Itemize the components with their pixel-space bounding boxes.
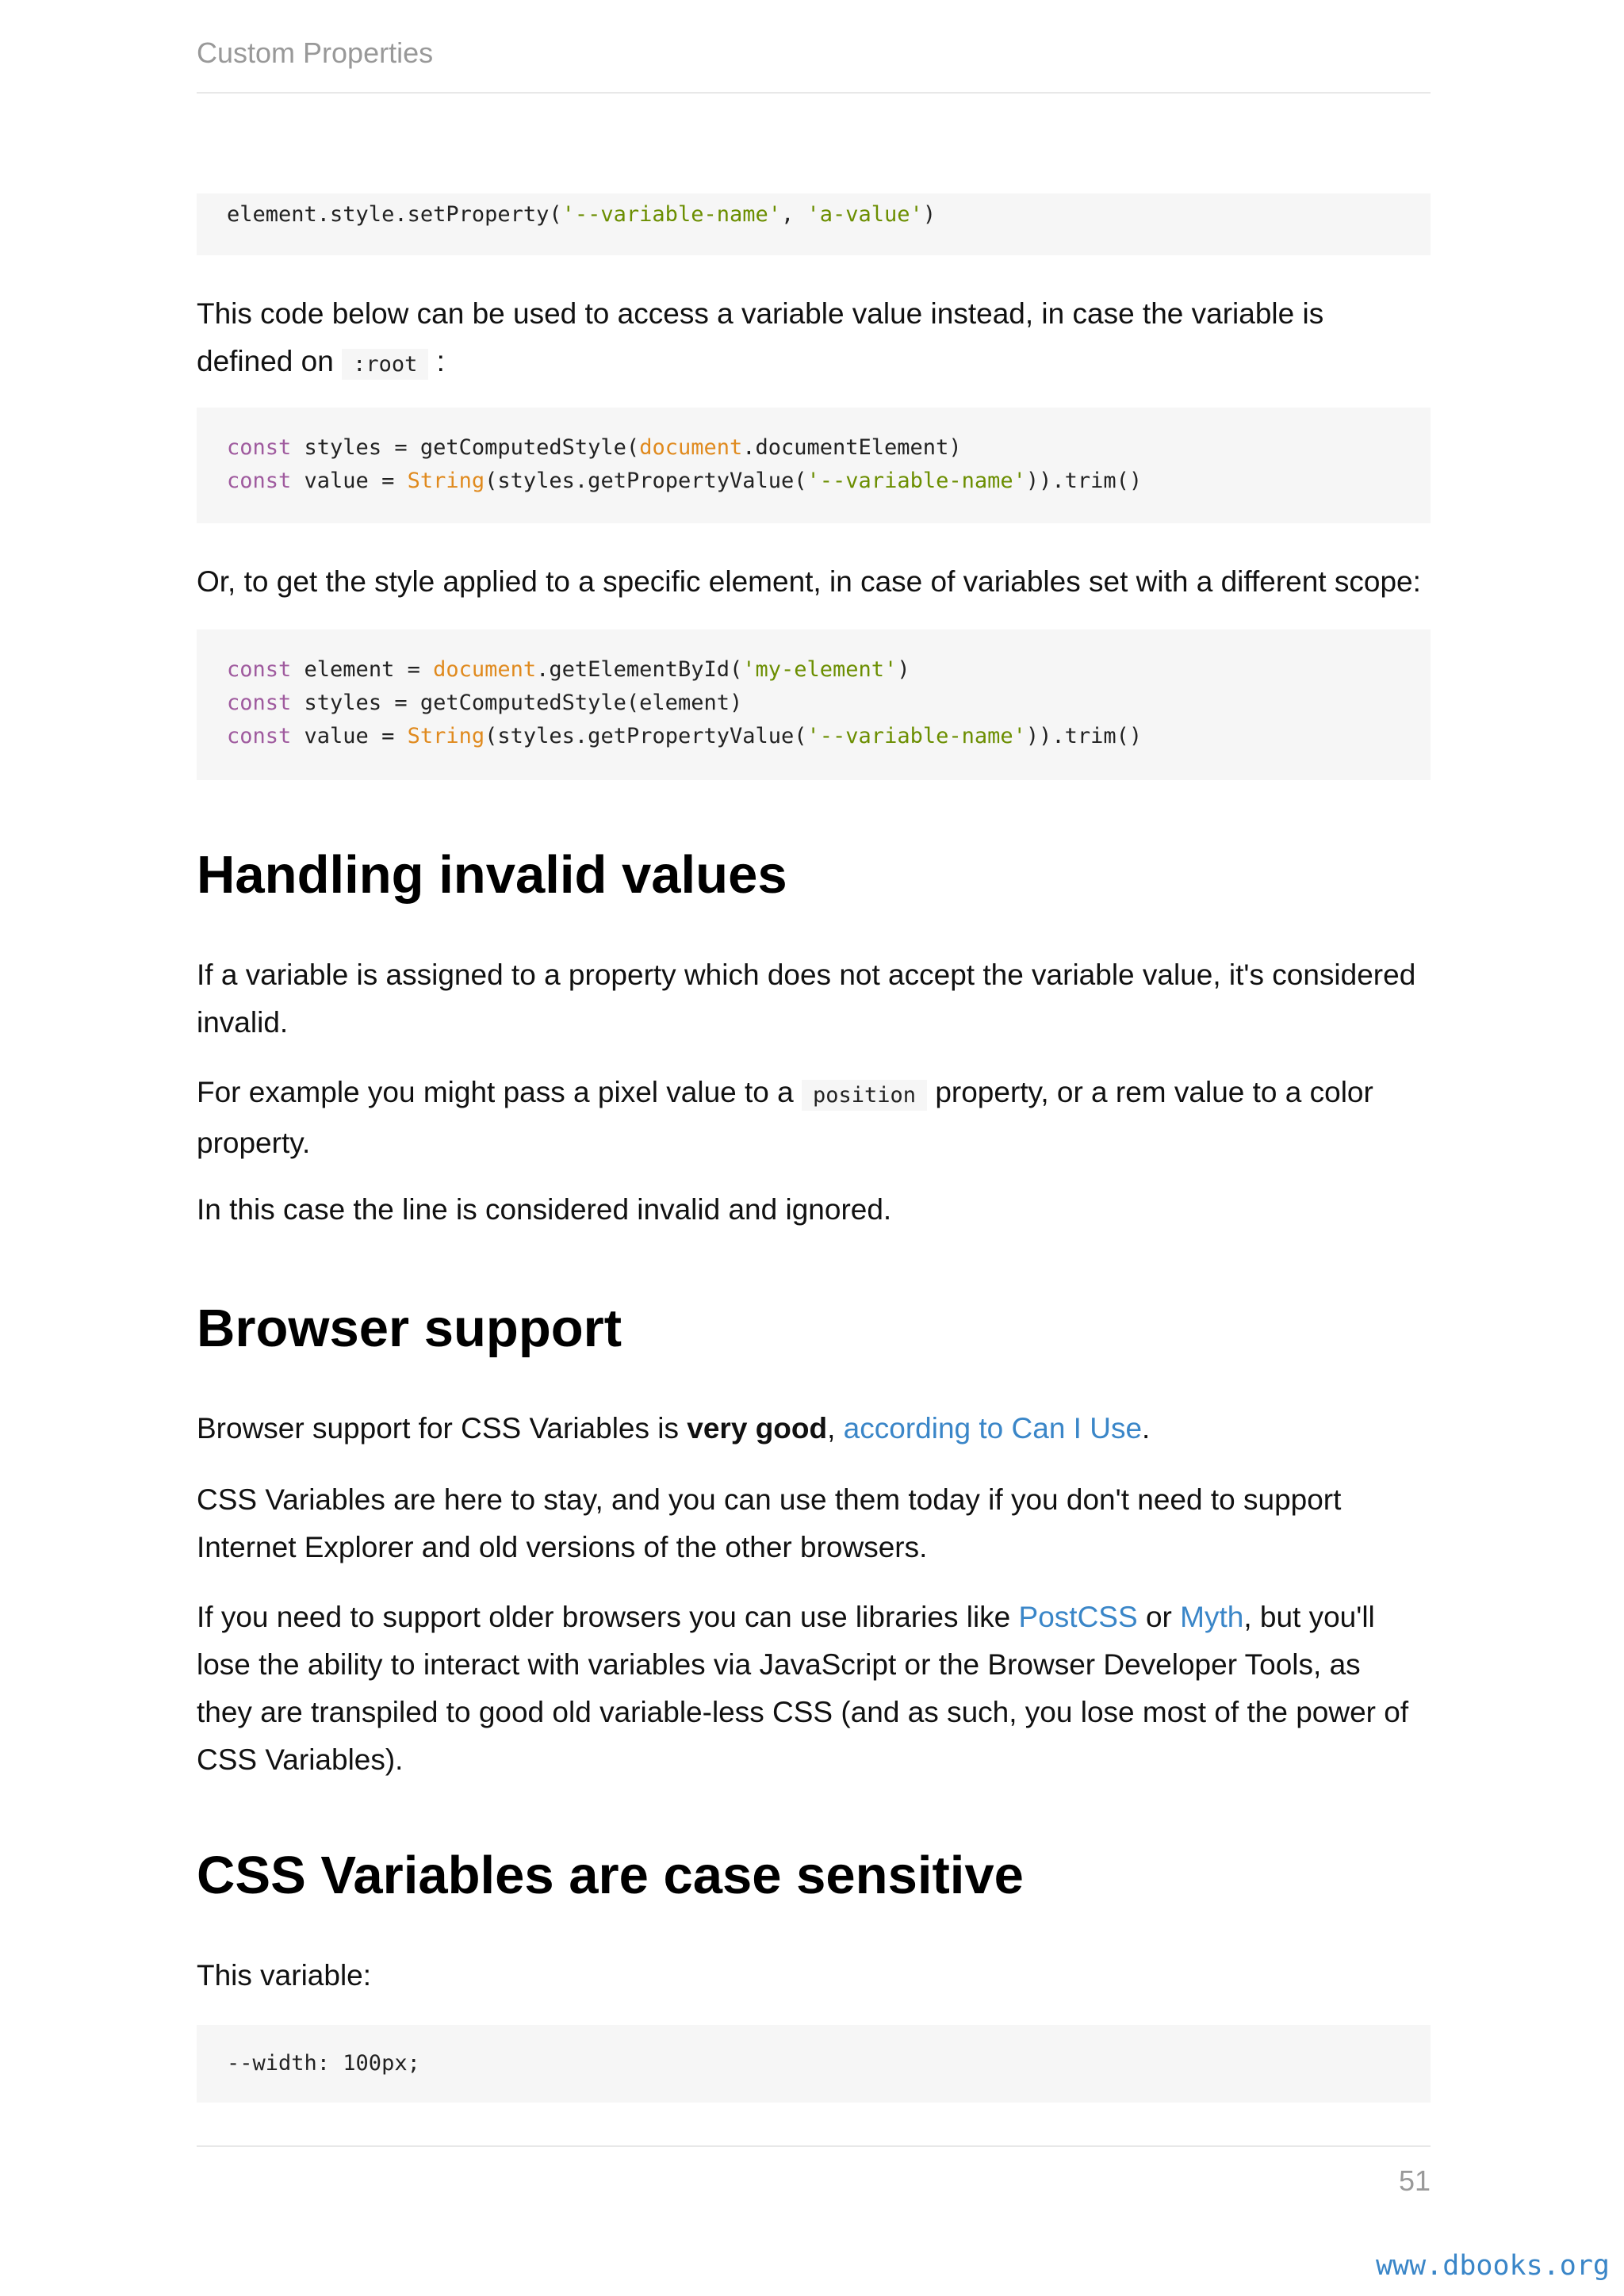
code-token: )).trim() bbox=[1025, 469, 1143, 493]
code-keyword: const bbox=[227, 657, 292, 682]
code-keyword: const bbox=[227, 691, 292, 715]
paragraph-specific-element: Or, to get the style applied to a specific element, in case of variables set with a different scope: bbox=[197, 565, 1421, 598]
text-span: If you need to support older browsers you can use libraries like bbox=[197, 1601, 1019, 1633]
text-span: defined on bbox=[197, 345, 343, 377]
paragraph-line: they are transpiled to good old variable-less CSS (and as such, you lose most of the power of bbox=[197, 1696, 1409, 1728]
text-span: Browser support for CSS Variables is bbox=[197, 1412, 688, 1445]
code-block-element-variable bbox=[197, 629, 1431, 780]
code-token: value = bbox=[291, 469, 408, 493]
code-token: , bbox=[780, 202, 807, 227]
code-keyword: const bbox=[227, 469, 292, 493]
code-string: '--variable-name' bbox=[806, 724, 1026, 748]
code-object: String bbox=[407, 724, 485, 748]
paragraph-line bbox=[197, 1069, 1431, 1119]
code-object: document bbox=[639, 435, 743, 460]
code-block-root-variable bbox=[197, 408, 1431, 523]
code-object: String bbox=[407, 469, 485, 493]
code-string: 'my-element' bbox=[742, 657, 898, 682]
code-token: (styles.getPropertyValue( bbox=[485, 469, 807, 493]
paragraph-access-variable bbox=[197, 290, 1431, 388]
paragraph-line: If a variable is assigned to a property which does not accept the variable value, it's considered bbox=[197, 959, 1416, 991]
text-span: or bbox=[1137, 1601, 1181, 1633]
inline-code-root: :root bbox=[342, 349, 428, 380]
code-block-width-variable bbox=[197, 2025, 1431, 2103]
heading-handling-invalid-values: Handling invalid values bbox=[197, 845, 787, 905]
code-string: 'a-value' bbox=[806, 202, 923, 227]
text-span: . bbox=[1142, 1412, 1151, 1445]
code-token: styles = getComputedStyle(element) bbox=[291, 691, 743, 715]
paragraph-invalid-ignored: In this case the line is considered invalid and ignored. bbox=[197, 1193, 892, 1226]
paragraph-this-variable: This variable: bbox=[197, 1959, 372, 1992]
paragraph-support-level bbox=[197, 1405, 1431, 1452]
code-line bbox=[227, 198, 936, 232]
code-line bbox=[227, 720, 1142, 753]
text-span: , but you'll bbox=[1243, 1601, 1375, 1633]
text-span: For example you might pass a pixel value to a bbox=[197, 1076, 802, 1108]
header-divider bbox=[197, 92, 1431, 94]
code-line bbox=[227, 431, 962, 465]
code-string: '--variable-name' bbox=[806, 469, 1026, 493]
paragraph-older-browsers bbox=[197, 1594, 1431, 1784]
link-can-i-use[interactable]: according to Can I Use bbox=[843, 1412, 1143, 1445]
code-line: --width: 100px; bbox=[227, 2051, 420, 2076]
text-span: property, or a rem value to a color bbox=[927, 1076, 1373, 1108]
text-span: , bbox=[827, 1412, 844, 1445]
code-line bbox=[227, 687, 742, 720]
code-token: styles = getComputedStyle( bbox=[291, 435, 640, 460]
code-token: element.style.setProperty( bbox=[227, 202, 562, 227]
paragraph-invalid-definition bbox=[197, 951, 1431, 1047]
code-line bbox=[227, 465, 1142, 498]
code-token: value = bbox=[291, 724, 408, 748]
paragraph-line: This code below can be used to access a variable value instead, in case the variable is bbox=[197, 297, 1324, 330]
code-token: ) bbox=[897, 657, 910, 682]
code-block-set-property bbox=[197, 193, 1431, 255]
heading-case-sensitive: CSS Variables are case sensitive bbox=[197, 1846, 1024, 1905]
paragraph-line: lose the ability to interact with variables via JavaScript or the Browser Developer Tools, as bbox=[197, 1648, 1361, 1681]
bold-text: very good bbox=[687, 1412, 828, 1445]
code-token: element = bbox=[291, 657, 434, 682]
code-object: document bbox=[433, 657, 537, 682]
text-span: : bbox=[428, 345, 445, 377]
code-token: )).trim() bbox=[1025, 724, 1143, 748]
watermark-link[interactable]: www.dbooks.org bbox=[1375, 2250, 1610, 2282]
footer-divider bbox=[197, 2145, 1431, 2147]
code-token: .getElementById( bbox=[536, 657, 743, 682]
inline-code-position: position bbox=[802, 1080, 927, 1111]
code-keyword: const bbox=[227, 724, 292, 748]
paragraph-line: CSS Variables). bbox=[197, 1743, 404, 1776]
code-token: ) bbox=[922, 202, 936, 227]
heading-browser-support: Browser support bbox=[197, 1299, 622, 1358]
code-token: .documentElement) bbox=[742, 435, 962, 460]
link-postcss[interactable]: PostCSS bbox=[1018, 1601, 1138, 1633]
paragraph-line: Internet Explorer and old versions of the other browsers. bbox=[197, 1531, 928, 1563]
code-string: '--variable-name' bbox=[561, 202, 781, 227]
page-number: 51 bbox=[1398, 2164, 1431, 2197]
paragraph-line bbox=[197, 1594, 1431, 1641]
code-token: (styles.getPropertyValue( bbox=[485, 724, 807, 748]
code-keyword: const bbox=[227, 435, 292, 460]
paragraph-line: property. bbox=[197, 1127, 311, 1159]
running-header: Custom Properties bbox=[197, 36, 434, 69]
paragraph-invalid-example bbox=[197, 1069, 1431, 1167]
link-myth[interactable]: Myth bbox=[1180, 1601, 1244, 1633]
paragraph-here-to-stay bbox=[197, 1476, 1431, 1571]
paragraph-line bbox=[197, 338, 1431, 388]
paragraph-line: CSS Variables are here to stay, and you can use them today if you don't need to support bbox=[197, 1483, 1342, 1516]
code-line bbox=[227, 653, 910, 687]
paragraph-line: invalid. bbox=[197, 1006, 289, 1039]
